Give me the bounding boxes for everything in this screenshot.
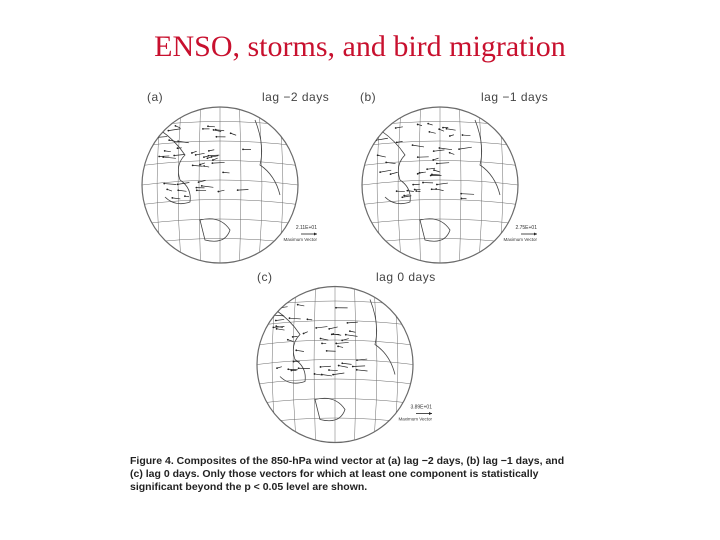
wind-vector-head: [202, 128, 204, 130]
wind-vector: [290, 318, 301, 319]
wind-vector: [172, 198, 180, 199]
reference-vector-label: Maximum Vector: [503, 237, 537, 242]
wind-vector-head: [199, 164, 201, 166]
wind-vector-head: [297, 304, 299, 306]
meridian-line: [460, 107, 461, 263]
wind-vector-head: [401, 196, 403, 198]
wind-vector-head: [207, 125, 209, 127]
coastline: [200, 219, 230, 242]
wind-vector-head: [341, 339, 343, 341]
wind-vector-head: [432, 159, 434, 161]
wind-vector: [353, 366, 365, 367]
wind-vector-head: [289, 317, 291, 319]
wind-vector-head: [321, 343, 323, 345]
wind-vector: [208, 126, 215, 127]
wind-vector: [447, 129, 456, 130]
wind-vector-head: [458, 148, 460, 150]
wind-vector-head: [203, 156, 205, 158]
wind-vector-head: [275, 320, 277, 322]
wind-vector: [178, 190, 186, 191]
wind-vector-head: [356, 359, 358, 361]
wind-vector-head: [396, 190, 398, 192]
wind-vector-head: [287, 339, 289, 341]
wind-vector: [329, 327, 337, 329]
wind-vector-head: [345, 334, 347, 336]
wind-vector: [199, 180, 206, 182]
wind-vector-head: [332, 333, 334, 335]
wind-vector: [459, 147, 472, 149]
wind-vector-head: [198, 181, 200, 183]
wind-vector-head: [177, 189, 179, 191]
wind-vector-head: [433, 169, 435, 171]
wind-vector: [429, 132, 435, 133]
wind-vector-head: [426, 168, 428, 170]
wind-vector-head: [395, 127, 397, 129]
panel-c-lag: lag 0 days: [376, 270, 436, 284]
wind-vector: [320, 366, 330, 367]
wind-vector-head: [158, 156, 160, 158]
wind-vector-head: [436, 163, 438, 165]
wind-vector-head: [217, 191, 219, 193]
reference-vector-label: Maximum Vector: [283, 237, 317, 242]
wind-vector-head: [177, 147, 179, 149]
wind-vector-head: [195, 154, 197, 156]
wind-vector-head: [276, 367, 278, 369]
wind-vector-head: [326, 350, 328, 352]
wind-vector: [276, 319, 284, 320]
wind-vector-head: [203, 165, 205, 167]
coastline: [315, 398, 345, 421]
panel-b-tag: (b): [360, 90, 377, 104]
meridian-line: [272, 287, 276, 443]
wind-vector-head: [168, 139, 170, 141]
wind-vector: [347, 322, 357, 323]
wind-vector-head: [320, 366, 322, 368]
wind-vector-head: [335, 307, 337, 309]
meridian-line: [240, 107, 241, 263]
wind-vector-head: [427, 123, 429, 125]
wind-vector-head: [341, 362, 343, 364]
wind-vector-head: [431, 188, 433, 190]
panel-a-tag: (a): [147, 90, 164, 104]
wind-vector-head: [460, 198, 462, 200]
wind-vector-head: [349, 330, 351, 332]
meridian-line: [279, 107, 283, 263]
wind-vector: [463, 135, 471, 136]
wind-vector: [437, 163, 449, 164]
wind-vector-head: [272, 314, 274, 316]
meridian-line: [199, 107, 200, 263]
wind-vector-head: [212, 162, 214, 164]
wind-vector-head: [230, 132, 232, 134]
wind-vector-head: [449, 152, 451, 154]
wind-vector: [336, 342, 348, 343]
wind-vector-head: [328, 369, 330, 371]
wind-vector: [357, 370, 368, 371]
wind-vector-head: [315, 327, 317, 329]
wind-vector: [165, 151, 171, 152]
wind-vector: [164, 184, 176, 185]
panel-c-tag: (c): [257, 270, 273, 284]
wind-vector: [238, 190, 249, 191]
wind-vector-head: [335, 343, 337, 345]
panel-b-lag: lag −1 days: [481, 90, 549, 104]
wind-vector-head: [352, 366, 354, 368]
wind-vector: [396, 127, 403, 128]
figure-caption: Figure 4. Composites of the 850-hPa wind vector at (a) lag −2 days, (b) lag −1 days, and (c) lag 0 days. Only those vectors for which at least one component is statistically significant beyond the p < 0.05 level are shown.: [130, 455, 565, 493]
wind-vector-head: [403, 195, 405, 197]
wind-vector: [277, 329, 285, 330]
wind-vector: [316, 327, 327, 328]
wind-vector: [413, 145, 424, 147]
polar-map-panel-b: [345, 100, 545, 270]
wind-vector: [212, 162, 224, 163]
meridian-line: [377, 107, 381, 263]
wind-vector-head: [290, 370, 292, 372]
wind-vector-head: [396, 141, 398, 143]
wind-vector-head: [442, 127, 444, 129]
wind-vector: [378, 155, 386, 157]
wind-vector-head: [431, 173, 433, 175]
wind-vector-head: [207, 157, 209, 159]
wind-vector-head: [433, 150, 435, 152]
meridian-line: [314, 287, 315, 443]
wind-vector-head: [417, 156, 419, 158]
wind-vector-head: [417, 173, 419, 175]
wind-vector-head: [212, 159, 214, 161]
wind-vector: [223, 172, 229, 173]
wind-vector: [461, 194, 474, 195]
wind-vector-head: [320, 338, 322, 340]
wind-vector-head: [332, 374, 334, 376]
wind-vector-head: [438, 147, 440, 149]
wind-vector-head: [177, 183, 179, 185]
wind-vector-head: [407, 190, 409, 192]
wind-vector-head: [414, 189, 416, 191]
wind-vector: [163, 157, 176, 158]
wind-vector-head: [338, 365, 340, 367]
wind-vector-head: [222, 171, 224, 173]
wind-vector: [380, 170, 391, 172]
wind-vector-head: [337, 345, 339, 347]
wind-vector-head: [436, 184, 438, 186]
wind-vector: [168, 129, 180, 131]
wind-vector-head: [379, 171, 381, 173]
wind-vector-head: [356, 369, 358, 371]
wind-vector: [329, 370, 338, 371]
wind-vector-head: [208, 150, 210, 152]
wind-vector-head: [415, 190, 417, 192]
wind-vector-head: [163, 183, 165, 185]
wind-vector-head: [422, 182, 424, 184]
coastline: [420, 219, 450, 242]
wind-vector-head: [173, 155, 175, 157]
coastline: [275, 310, 305, 384]
wind-vector-head: [303, 333, 305, 335]
wind-vector-head: [307, 318, 309, 320]
meridian-line: [394, 287, 398, 443]
wind-vector-head: [196, 189, 198, 191]
wind-vector: [434, 170, 440, 172]
wind-vector: [159, 156, 169, 157]
panel-a-lag: lag −2 days: [262, 90, 330, 104]
wind-vector: [218, 190, 224, 191]
wind-vector-head: [216, 136, 218, 138]
meridian-line: [419, 107, 420, 263]
wind-vector: [437, 183, 448, 184]
reference-vector-value: 2.75E+01: [515, 225, 537, 231]
wind-vector: [288, 369, 297, 370]
wind-vector-head: [184, 195, 186, 197]
wind-vector-head: [462, 134, 464, 136]
slide-title: ENSO, storms, and bird migration: [154, 30, 566, 63]
wind-vector-head: [435, 188, 437, 190]
wind-vector: [427, 168, 435, 169]
wind-vector-head: [196, 187, 198, 189]
wind-vector-head: [293, 361, 295, 363]
wind-vector: [196, 153, 205, 155]
wind-vector: [202, 186, 214, 187]
wind-vector-head: [377, 154, 379, 156]
wind-vector-head: [175, 125, 177, 127]
reference-vector-label: Maximum Vector: [398, 416, 432, 422]
wind-vector-head: [201, 185, 203, 187]
meridian-line: [157, 107, 161, 263]
coastline: [380, 130, 410, 204]
wind-vector-head: [295, 349, 297, 351]
wind-vector-head: [314, 373, 316, 375]
wind-vector-head: [446, 128, 448, 130]
wind-vector: [342, 363, 351, 364]
wind-vector-head: [276, 328, 278, 330]
wind-vector-head: [192, 164, 194, 166]
wind-vector: [296, 350, 304, 351]
wind-vector-head: [298, 367, 300, 369]
wind-vector-head: [287, 368, 289, 370]
wind-vector-head: [166, 188, 168, 190]
wind-vector-head: [438, 128, 440, 130]
wind-vector-head: [321, 374, 323, 376]
meridian-line: [499, 107, 503, 263]
wind-vector-head: [237, 189, 239, 191]
polar-map-panel-a: [125, 100, 325, 270]
wind-vector-head: [171, 197, 173, 199]
wind-vector: [391, 172, 398, 174]
wind-vector-head: [385, 161, 387, 163]
wind-vector-head: [164, 150, 166, 152]
wind-vector: [432, 174, 440, 175]
wind-vector-head: [449, 135, 451, 137]
wind-vector-head: [191, 152, 193, 154]
wind-vector-head: [460, 193, 462, 195]
wind-vector: [339, 366, 348, 368]
reference-vector-value: 3.89E+01: [410, 404, 432, 411]
wind-vector-head: [412, 144, 414, 146]
wind-vector-head: [242, 148, 244, 150]
wind-vector-head: [390, 173, 392, 175]
wind-vector-head: [347, 322, 349, 324]
wind-vector-head: [177, 140, 179, 142]
wind-vector-head: [328, 328, 330, 330]
wind-vector-head: [272, 326, 274, 328]
wind-vector-head: [168, 130, 170, 132]
wind-vector: [322, 375, 332, 376]
wind-vector: [407, 191, 413, 192]
meridian-line: [355, 287, 356, 443]
wind-vector: [298, 305, 305, 306]
wind-vector: [434, 150, 445, 151]
wind-vector-head: [275, 325, 277, 327]
wind-vector-head: [417, 124, 419, 126]
wind-vector-head: [292, 336, 294, 338]
wind-vector-head: [412, 184, 414, 186]
reference-vector-value: 2.11E+01: [295, 225, 317, 231]
wind-vector: [439, 148, 452, 150]
wind-vector-head: [429, 131, 431, 133]
wind-vector-head: [274, 308, 276, 310]
wind-vector-head: [213, 129, 215, 131]
wind-vector: [174, 155, 184, 156]
wind-vector: [193, 165, 203, 166]
polar-map-panel-c: [240, 277, 440, 452]
